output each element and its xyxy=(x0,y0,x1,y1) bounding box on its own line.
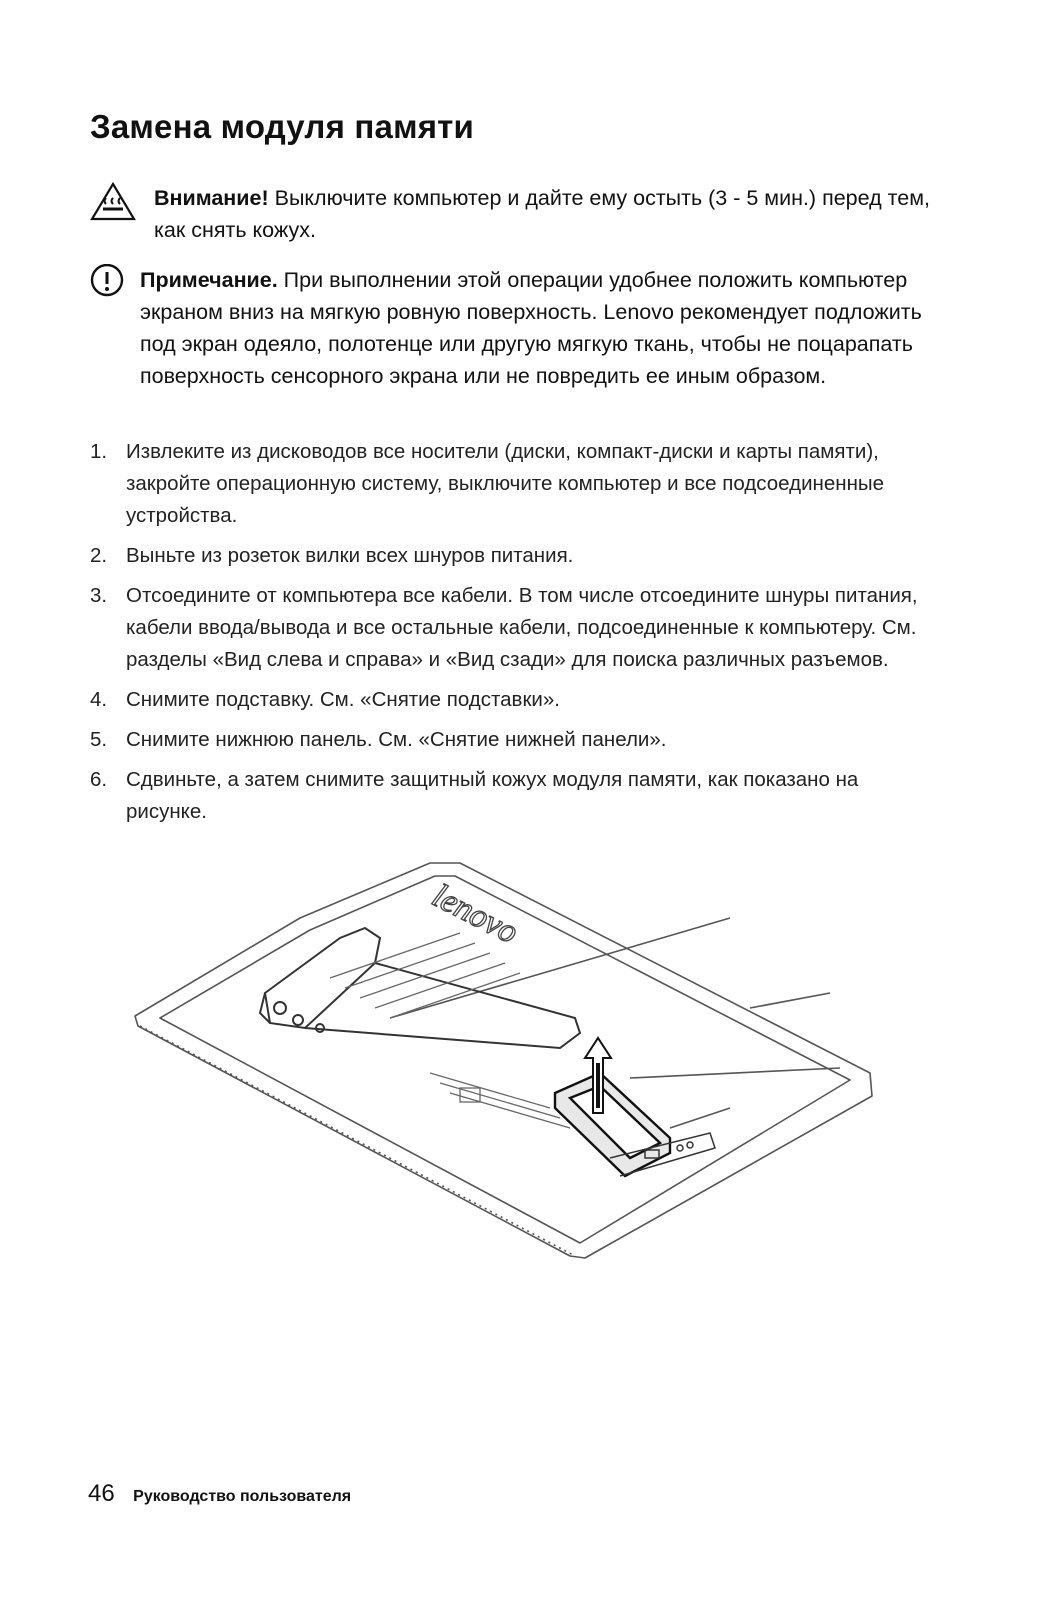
footer-label: Руководство пользователя xyxy=(133,1488,352,1505)
note-label: Примечание. xyxy=(140,268,278,292)
step-number: 5. xyxy=(90,728,108,751)
warning-text: Выключите компьютер и дайте ему остыть (3 - 5 мин.) перед тем, как снять кожух. xyxy=(154,186,930,242)
list-item xyxy=(90,436,940,532)
attention-icon xyxy=(90,264,126,309)
list-item xyxy=(90,724,940,756)
step-number: 3. xyxy=(90,584,108,607)
list-item xyxy=(90,540,940,572)
list-item xyxy=(90,684,940,716)
page-footer xyxy=(88,1480,351,1508)
note-text: При выполнении этой операции удобнее положить компьютер экраном вниз на мягкую ровную поверхность. Lenovo рекомендует подложить под экран одеяло, полотенце или другую мягкую ткань, чтобы не поцарапать поверхность сенсорного экрана или не повредить ее иным образом. xyxy=(140,268,922,388)
step-text: Сдвиньте, а затем снимите защитный кожух модуля памяти, как показано на рисунке. xyxy=(126,768,859,823)
step-number: 6. xyxy=(90,768,108,791)
list-item xyxy=(90,580,940,676)
step-text: Выньте из розеток вилки всех шнуров питания. xyxy=(126,544,574,567)
step-text: Снимите нижнюю панель. См. «Снятие нижней панели». xyxy=(126,728,667,751)
warning-label: Внимание! xyxy=(154,186,269,210)
steps-list xyxy=(90,436,940,836)
step-number: 1. xyxy=(90,440,108,463)
memory-cover-illustration xyxy=(130,858,890,1268)
step-text: Извлеките из дисководов все носители (диски, компакт-диски и карты памяти), закройте операционную систему, выключите компьютер и все подсоединенные устройства. xyxy=(126,440,885,527)
step-number: 2. xyxy=(90,544,108,567)
step-text: Снимите подставку. См. «Снятие подставки». xyxy=(126,688,560,711)
step-number: 4. xyxy=(90,688,108,711)
page-title: Замена модуля памяти xyxy=(90,108,474,145)
list-item xyxy=(90,764,940,828)
step-text: Отсоедините от компьютера все кабели. В том числе отсоедините шнуры питания, кабели ввода/вывода и все остальные кабели, подсоединенные к компьютеру. См. разделы «Вид слева и справа» и «Вид сзади» для поиска различных разъемов. xyxy=(126,584,918,671)
hot-surface-warning-icon xyxy=(90,182,136,231)
page-number: 46 xyxy=(88,1480,115,1507)
svg-text:lenovo: lenovo xyxy=(426,877,524,952)
